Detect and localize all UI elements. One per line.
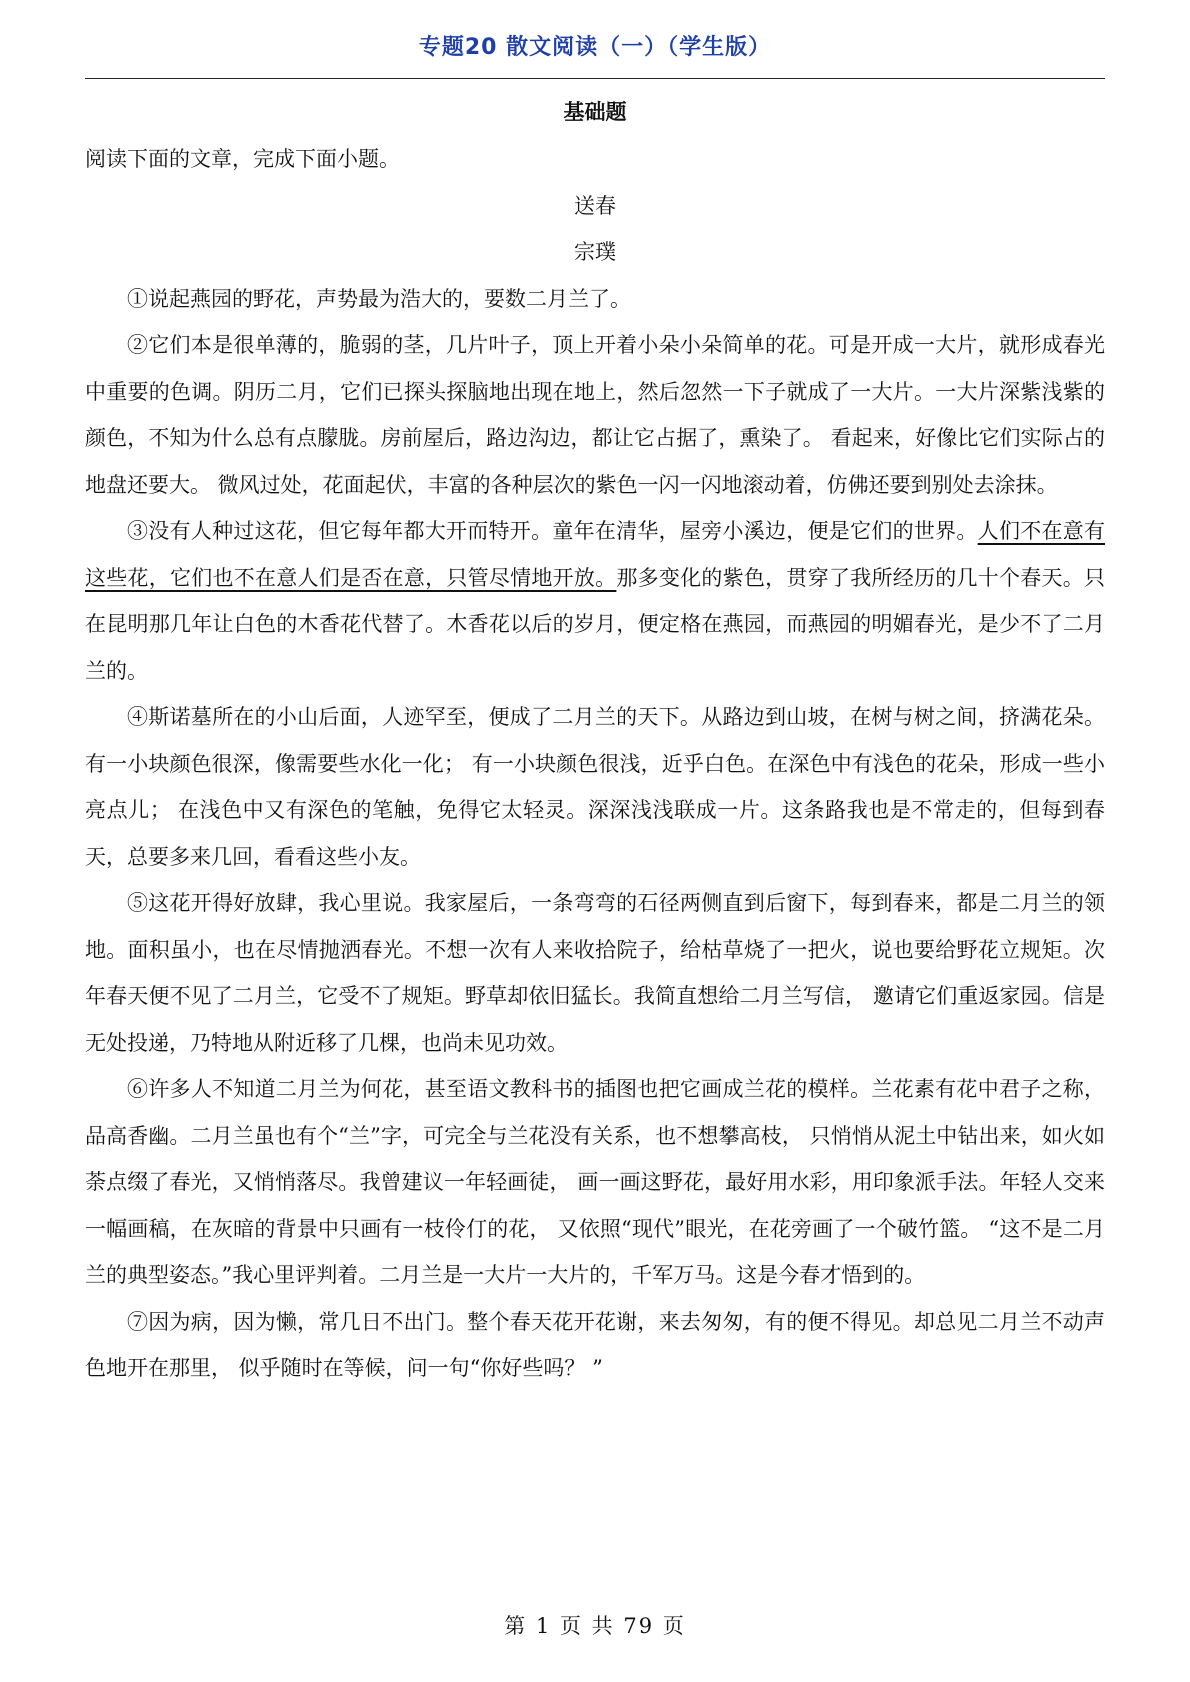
paragraph-3-rest: 那多变化的紫色，贯穿了我所经历的几十个春天。只在昆明那几年让白色的木香花代替了。木香花以后的岁月，便定格在燕园，而燕园的明媚春光，是少不了二月兰的。	[85, 565, 1106, 683]
instruction-text: 阅读下面的文章，完成下面小题。	[85, 147, 400, 171]
article-author: 宗璞	[574, 240, 616, 264]
page-number: 第 1 页 共 79 页	[504, 1614, 686, 1638]
paragraph-6: ⑥许多人不知道二月兰为何花，甚至语文教科书的插图也把它画成兰花的模样。兰花素有花中君子之称，品高香幽。二月兰虽也有个“兰”字，可完全与兰花没有关系，也不想攀高枝， 只悄悄从泥土中钻出来，如火如荼点缀了春光，又悄悄落尽。我曾建议一年轻画徒， 画一画这野花，最好用水彩，用印象派手法。年轻人交来一幅画稿，在灰暗的背景中只画有一枝伶仃的花， 又依照“现代”眼光，在花旁画了一个破竹篮。 “这不是二月兰的典型姿态。”我心里评判着。二月兰是一大片一大片的，千军万马。这是今春才悟到的。	[85, 1077, 1105, 1287]
paragraph-1: ①说起燕园的野花，声势最为浩大的，要数二月兰了。	[127, 286, 631, 311]
paragraph-3	[85, 508, 1105, 694]
article-title: 送春	[574, 193, 616, 218]
paragraph-4: ④斯诺墓所在的小山后面，人迹罕至，便成了二月兰的天下。从路边到山坡，在树与树之间，挤满花朵。 有一小块颜色很深，像需要些水化一化； 有一小块颜色很浅，近乎白色。在深色中有浅色的花朵，形成一些小亮点儿； 在浅色中又有深色的笔触，免得它太轻灵。深深浅浅联成一片。这条路我也是不常走的，但每到春天，总要多来几回，看看这些小友。	[85, 705, 1105, 869]
paragraph-7: ⑦因为病，因为懒，常几日不出门。整个春天花开花谢，来去匆匆，有的便不得见。却总见二月兰不动声色地开在那里， 似乎随时在等候，问一句“你好些吗？ ”	[85, 1309, 1105, 1380]
paragraph-3-lead: ③没有人种过这花，但它每年都大开而特开。童年在清华，屋旁小溪边，便是它们的世界。	[127, 519, 978, 543]
paragraph-2: ②它们本是很单薄的，脆弱的茎，几片叶子，顶上开着小朵小朵简单的花。可是开成一大片，就形成春光中重要的色调。阴历二月，它们已探头探脑地出现在地上，然后忽然一下子就成了一大片。一大片深紫浅紫的颜色，不知为什么总有点朦胧。房前屋后，路边沟边，都让它占据了，熏染了。 看起来，好像比它们实际占的地盘还要大。 微风过处，花面起伏，丰富的各种层次的紫色一闪一闪地滚动着，仿佛还要到别处去涂抹。	[85, 333, 1105, 497]
section-title: 基础题	[563, 100, 627, 124]
paragraph-5: ⑤这花开得好放肆，我心里说。我家屋后，一条弯弯的石径两侧直到后窗下，每到春来，都是二月兰的领地。面积虽小，也在尽情抛洒春光。不想一次有人来收拾院子，给枯草烧了一把火，说也要给野花立规矩。次年春天便不见了二月兰，它受不了规矩。野草却依旧猛长。我简直想给二月兰写信， 邀请它们重返家园。信是无处投递，乃特地从附近移了几棵，也尚未见功效。	[85, 891, 1105, 1055]
underlined-sentence: 人们不在意有这些花，它们也不在意人们是否在意，只管尽情地开放。	[85, 519, 1106, 590]
document-body	[85, 136, 1105, 1392]
header-divider	[85, 78, 1105, 79]
document-header-title: 专题20 散文阅读（一）（学生版）	[418, 35, 772, 60]
